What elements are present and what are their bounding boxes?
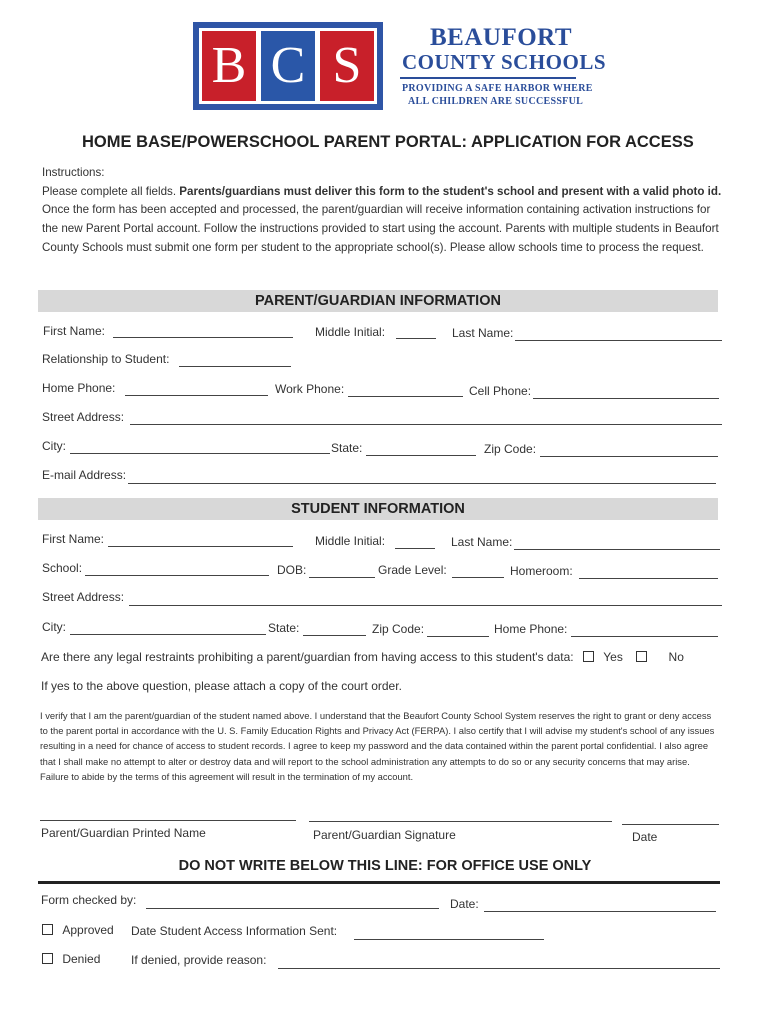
brand-divider [400, 77, 576, 79]
student-last-name-label: Last Name: [451, 535, 513, 549]
instructions-part3: Once the form has been accepted and processed, the parent/guardian will receive information containing activation instructions for the new Parent Portal account. Follow the instructions provided to start using the account. Parents with multiple students in Beaufort County Schools must submit one form per student to the appropriate school(s). Please allow schools time to process the request. [42, 203, 719, 254]
student-state-label: State: [268, 621, 300, 635]
parent-zip-label: Zip Code: [484, 442, 537, 456]
parent-zip-field[interactable] [540, 456, 718, 457]
parent-work-phone-field[interactable] [348, 396, 463, 397]
parent-last-name-field[interactable] [515, 340, 722, 341]
instructions-part1: Please complete all fields. [42, 184, 180, 198]
student-state-field[interactable] [303, 635, 366, 636]
homeroom-label: Homeroom: [510, 564, 573, 578]
logo-letter-b: B [202, 31, 256, 101]
parent-last-name-label: Last Name: [452, 326, 514, 340]
dob-label: DOB: [277, 563, 307, 577]
form-title: HOME BASE/POWERSCHOOL PARENT PORTAL: APPLICATION FOR ACCESS [82, 133, 694, 151]
parent-section-heading: PARENT/GUARDIAN INFORMATION [255, 293, 501, 309]
office-date-label: Date: [450, 897, 479, 911]
printed-name-label: Parent/Guardian Printed Name [41, 826, 206, 840]
tagline-line1: PROVIDING A SAFE HARBOR WHERE [402, 83, 593, 94]
date-label: Date [632, 830, 658, 844]
bcs-logo [193, 22, 383, 110]
parent-home-phone-label: Home Phone: [42, 381, 116, 395]
parent-first-name-label: First Name: [43, 324, 106, 338]
student-zip-field[interactable] [427, 636, 489, 637]
instructions-body [42, 183, 722, 258]
restraints-question [41, 650, 684, 664]
parent-email-field[interactable] [128, 483, 716, 484]
student-first-name-field[interactable] [108, 546, 293, 547]
relationship-field[interactable] [179, 366, 291, 367]
parent-street-label: Street Address: [42, 410, 125, 424]
student-home-phone-label: Home Phone: [494, 622, 568, 636]
student-section-banner [38, 498, 718, 520]
approved-label: Approved [62, 923, 114, 937]
student-city-label: City: [42, 620, 66, 634]
approved-checkbox[interactable] [42, 924, 53, 935]
parent-state-label: State: [331, 441, 363, 455]
logo-letter-s: S [320, 31, 374, 101]
denied-reason-label: If denied, provide reason: [131, 953, 267, 967]
parent-city-label: City: [42, 439, 66, 453]
denied-option [42, 952, 100, 966]
denied-reason-field[interactable] [278, 968, 720, 969]
student-zip-label: Zip Code: [372, 622, 425, 636]
denied-checkbox[interactable] [42, 953, 53, 964]
relationship-label: Relationship to Student: [42, 352, 170, 366]
parent-email-label: E-mail Address: [42, 468, 127, 482]
dob-field[interactable] [309, 577, 375, 578]
signature-label: Parent/Guardian Signature [313, 828, 456, 842]
printed-name-line[interactable] [40, 820, 296, 821]
form-checked-label: Form checked by: [41, 893, 137, 907]
access-sent-label: Date Student Access Information Sent: [131, 924, 338, 938]
parent-first-name-field[interactable] [113, 337, 293, 338]
grade-label: Grade Level: [378, 563, 447, 577]
parent-section-banner [38, 290, 718, 312]
school-label: School: [42, 561, 83, 575]
verification-statement: I verify that I am the parent/guardian of the student named above. I understand that the Beaufort County School System reserves the right to grant or deny access to the parent portal in accordance with the U. S. Family Education Rights and Privacy Act (FERPA). I also certify that I will advise my student's school of any issues resulting in a need for chance of access to student records. I agree to keep my password and the data contained within the parent portal confidential. I also agree that I shall make no attempt to alter or destroy data and will report to the school administration any attempts to do so or any security concerns that may arise. Failure to abide by the terms of this agreement will result in the termination of my account. [40, 710, 715, 782]
student-section-heading: STUDENT INFORMATION [291, 501, 465, 517]
student-home-phone-field[interactable] [571, 636, 718, 637]
restraints-no-label: No [668, 650, 684, 664]
denied-label: Denied [62, 952, 101, 966]
student-street-label: Street Address: [42, 590, 125, 604]
parent-work-phone-label: Work Phone: [275, 382, 345, 396]
logo-letter-c: C [261, 31, 315, 101]
parent-middle-initial-field[interactable] [396, 338, 436, 339]
student-last-name-field[interactable] [514, 549, 720, 550]
parent-state-field[interactable] [366, 455, 476, 456]
form-checked-field[interactable] [146, 908, 439, 909]
restraints-question-text: Are there any legal restraints prohibiting a parent/guardian from having access to this student's data: [41, 650, 574, 664]
instructions-heading: Instructions: [42, 166, 105, 179]
office-use-heading: DO NOT WRITE BELOW THIS LINE: FOR OFFICE USE ONLY [178, 858, 592, 874]
brand-name-line1: BEAUFORT [430, 24, 573, 51]
tagline-line2: ALL CHILDREN ARE SUCCESSFUL [408, 96, 584, 107]
student-street-field[interactable] [129, 605, 722, 606]
student-middle-initial-field[interactable] [395, 548, 435, 549]
brand-name-line2: COUNTY SCHOOLS [402, 50, 607, 74]
student-first-name-label: First Name: [42, 532, 105, 546]
school-field[interactable] [85, 575, 269, 576]
office-date-field[interactable] [484, 911, 716, 912]
restraints-yes-label: Yes [603, 650, 623, 664]
parent-middle-initial-label: Middle Initial: [315, 325, 386, 339]
instructions [42, 164, 722, 258]
parent-cell-phone-field[interactable] [533, 398, 719, 399]
parent-home-phone-field[interactable] [125, 395, 268, 396]
instructions-bold: Parents/guardians must deliver this form to the student's school and present with a valid photo id. [179, 184, 722, 198]
signature-line[interactable] [309, 821, 612, 822]
approved-option [42, 923, 114, 937]
restraints-no-checkbox[interactable] [636, 651, 647, 662]
office-divider [38, 881, 720, 884]
parent-city-field[interactable] [70, 453, 330, 454]
student-city-field[interactable] [70, 634, 266, 635]
court-order-note: If yes to the above question, please attach a copy of the court order. [41, 679, 402, 693]
grade-field[interactable] [452, 577, 504, 578]
parent-cell-phone-label: Cell Phone: [469, 384, 532, 398]
homeroom-field[interactable] [579, 578, 718, 579]
parent-street-field[interactable] [130, 424, 722, 425]
access-sent-field[interactable] [354, 939, 544, 940]
date-line[interactable] [622, 824, 719, 825]
restraints-yes-checkbox[interactable] [583, 651, 594, 662]
student-middle-initial-label: Middle Initial: [315, 534, 386, 548]
